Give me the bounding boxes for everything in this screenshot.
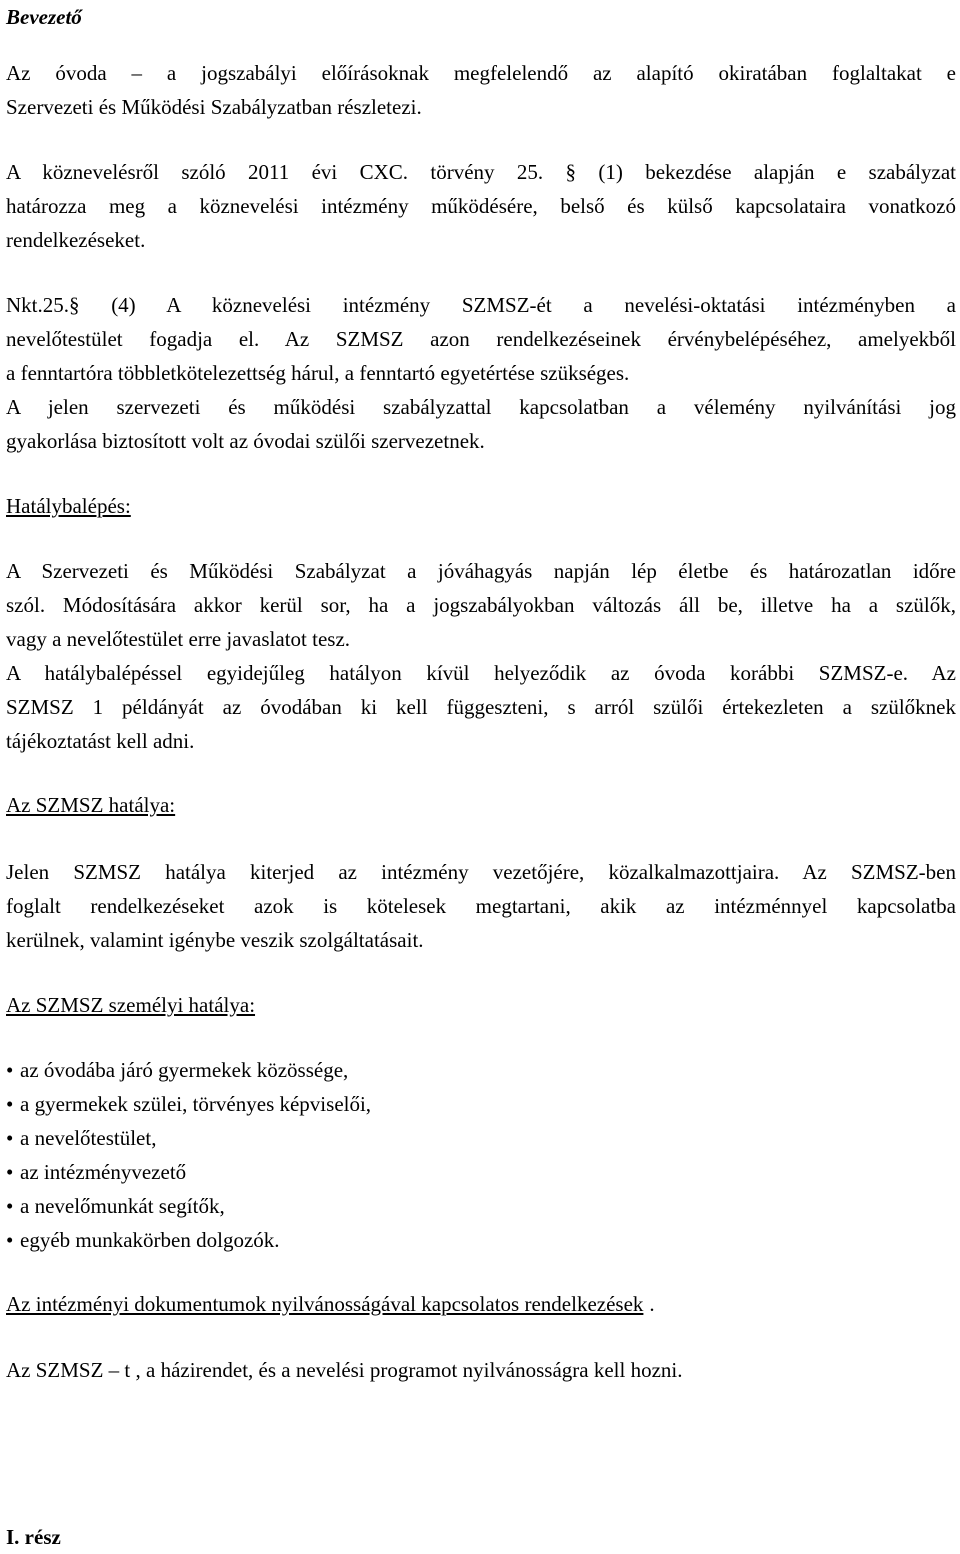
text-line: foglalt rendelkezéseket azok is kötelesek megtartani, akik az intézménnyel kapcsolatba <box>6 894 956 918</box>
text-line: a fenntartóra többletkötelezettség hárul, a fenntartó egyetértése szükséges. <box>6 361 630 385</box>
text-line: Az óvoda – a jogszabályi előírásoknak megfelelendő az alapító okiratában foglaltakat e <box>6 61 956 85</box>
text-line: Szervezeti és Működési Szabályzatban részletezi. <box>6 95 422 119</box>
text-line: szól. Módosítására akkor kerül sor, ha a jogszabályokban változás áll be, illetve ha a szülők, <box>6 593 956 617</box>
bullet-icon: • <box>6 1058 14 1082</box>
list-item-text: az intézményvezető <box>20 1160 187 1184</box>
text-line: A Szervezeti és Működési Szabályzat a jóváhagyás napján lép életbe és határozatlan időre <box>6 559 956 583</box>
list-item <box>6 1189 371 1223</box>
section-heading-hatalya: Az SZMSZ hatálya: <box>6 793 176 817</box>
section-heading-szemelyi-hatalya: Az SZMSZ személyi hatálya: <box>6 993 256 1017</box>
section-heading-dokumentumok: Az intézményi dokumentumok nyilvánosságával kapcsolatos rendelkezések <box>6 1292 644 1316</box>
list-item <box>6 1223 371 1257</box>
text-line: A köznevelésről szóló 2011 évi CXC. törvény 25. § (1) bekezdése alapján e szabályzat <box>6 160 956 184</box>
section-heading-bevezeto: Bevezető <box>6 5 82 29</box>
paragraph-intro <box>6 56 956 124</box>
list-item <box>6 1087 371 1121</box>
list-item-text: a gyermekek szülei, törvényes képviselői, <box>20 1092 372 1116</box>
text-line: határozza meg a köznevelési intézmény működésére, belső és külső kapcsolataira vonatkozó <box>6 194 956 218</box>
list-item <box>6 1121 371 1155</box>
bullet-icon: • <box>6 1160 14 1184</box>
text-line: Nkt.25.§ (4) A köznevelési intézmény SZMSZ-ét a nevelési-oktatási intézményben a <box>6 293 956 317</box>
part-heading: I. rész <box>6 1525 61 1549</box>
list-item <box>6 1155 371 1189</box>
text-line: A hatálybalépéssel egyidejűleg hatályon kívül helyeződik az óvoda korábbi SZMSZ-e. Az <box>6 661 956 685</box>
section-heading-hatalybalepes: Hatálybalépés: <box>6 494 131 518</box>
list-item-text: az óvodába járó gyermekek közössége, <box>20 1058 349 1082</box>
text-line: Jelen SZMSZ hatálya kiterjed az intézmény vezetőjére, közalkalmazottjaira. Az SZMSZ-ben <box>6 860 956 884</box>
list-item-text: a nevelőmunkát segítők, <box>20 1194 225 1218</box>
text-line: kerülnek, valamint igénybe veszik szolgáltatásait. <box>6 928 424 952</box>
heading-period: . <box>649 1292 655 1316</box>
paragraph-law <box>6 155 956 257</box>
paragraph-nkt <box>6 288 956 458</box>
bullet-icon: • <box>6 1228 14 1252</box>
text-line: nevelőtestület fogadja el. Az SZMSZ azon rendelkezéseinek érvénybelépéséhez, amelyekből <box>6 327 956 351</box>
bullet-icon: • <box>6 1194 14 1218</box>
text-line: tájékoztatást kell adni. <box>6 729 195 753</box>
text-line: rendelkezéseket. <box>6 228 146 252</box>
text-line: SZMSZ 1 példányát az óvodában ki kell függeszteni, s arról szülői értekezleten a szülőknek <box>6 695 956 719</box>
text-line: vagy a nevelőtestület erre javaslatot tesz. <box>6 627 351 651</box>
section-heading-dokumentumok-wrapper <box>6 1287 655 1321</box>
list-item <box>6 1053 371 1087</box>
text-line: gyakorlása biztosított volt az óvodai szülői szervezetnek. <box>6 429 485 453</box>
scope-list <box>6 1053 371 1257</box>
paragraph-hatalya <box>6 855 956 957</box>
text-line: A jelen szervezeti és működési szabályzattal kapcsolatban a vélemény nyilvánítási jog <box>6 395 956 419</box>
list-item-text: a nevelőtestület, <box>20 1126 157 1150</box>
list-item-text: egyéb munkakörben dolgozók. <box>20 1228 280 1252</box>
paragraph-hatalybalepes <box>6 554 956 758</box>
paragraph-nyilvanossag: Az SZMSZ – t , a házirendet, és a nevelési programot nyilvánosságra kell hozni. <box>6 1358 683 1382</box>
bullet-icon: • <box>6 1092 14 1116</box>
bullet-icon: • <box>6 1126 14 1150</box>
